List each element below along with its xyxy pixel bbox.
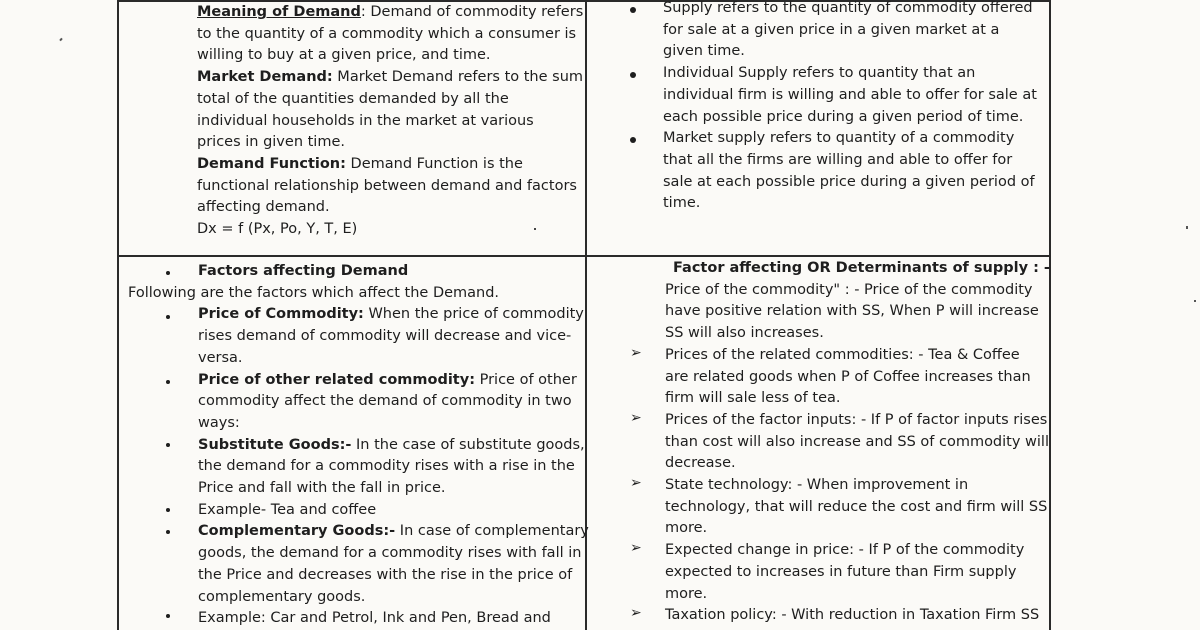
text-line: Market supply refers to quantity of a commodity [663, 130, 1015, 147]
text-line: the demand for a commodity rises with a rise in the [198, 458, 575, 475]
text-line [198, 370, 589, 392]
text-fragment: In case of complementary [395, 523, 589, 540]
text-fragment: When the price of commodity [363, 306, 584, 323]
table-border-right [1049, 0, 1051, 630]
arrowhead-bullet-icon: ➢ [630, 540, 642, 556]
text-line: ways: [198, 414, 240, 431]
text-line [197, 154, 583, 176]
text-line: Example: Car and Petrol, Ink and Pen, Bread and [198, 610, 551, 627]
meaning-of-demand-heading: Meaning of Demand [197, 4, 361, 20]
text-line: Prices of the factor inputs: - If P of factor inputs rises [665, 411, 1048, 428]
dot-bullet-icon [630, 72, 636, 78]
text-fragment: Price of other [475, 371, 577, 388]
demand-function-heading: Demand Function: [197, 155, 346, 172]
text-line: functional relationship between demand and factors [197, 177, 577, 194]
table-border-left [117, 0, 119, 630]
dot-bullet-icon [166, 530, 170, 534]
arrowhead-bullet-icon: ➢ [630, 345, 642, 361]
text-line: complementary goods. [198, 588, 366, 605]
arrowhead-bullet-icon: ➢ [630, 475, 642, 491]
dot-bullet-icon [166, 315, 170, 319]
cell-factors-affecting-demand [128, 261, 589, 630]
text-line: sale at each possible price during a given period of [663, 173, 1035, 190]
text-line [198, 435, 589, 457]
text-line: Individual Supply refers to quantity that an [663, 65, 976, 82]
text-line: decrease. [665, 455, 736, 472]
text-line: SS will also increases. [665, 325, 824, 342]
text-line: Supply refers to the quantity of commodity offered [663, 0, 1033, 16]
determinants-of-supply-heading: Factor affecting OR Determinants of supply : - [673, 260, 1050, 276]
text-line: firm will sale less of tea. [665, 390, 841, 407]
text-line [197, 67, 583, 89]
price-of-commodity-heading: Price of Commodity: [198, 306, 364, 323]
text-line: commodity affect the demand of commodity in two [198, 393, 572, 410]
arrowhead-bullet-icon: ➢ [630, 410, 642, 426]
text-line: State technology: - When improvement in [665, 477, 969, 494]
scan-speck [59, 38, 62, 42]
cell-supply-definitions [663, 0, 1037, 215]
text-line: goods, the demand for a commodity rises with fall in [198, 545, 582, 562]
dot-bullet-icon [166, 271, 170, 275]
text-line: willing to buy at a given price, and time. [197, 47, 491, 64]
text-line: Expected change in price: - If P of the commodity [665, 542, 1025, 559]
text-line: Price and fall with the fall in price. [198, 480, 446, 497]
demand-function-formula: Dx = f (Px, Po, Y, T, E) [197, 221, 358, 238]
text-line: that all the firms are willing and able to offer for [663, 151, 1013, 168]
scan-speck [1194, 300, 1196, 302]
text-line: total of the quantities demanded by all the [197, 90, 509, 107]
cell-demand-definitions [197, 2, 583, 241]
text-line: for sale at a given price in a given market at a [663, 21, 1000, 38]
price-of-other-related-commodity-heading: Price of other related commodity: [198, 371, 475, 388]
text-line: are related goods when P of Coffee increases than [665, 368, 1031, 385]
text-line: have positive relation with SS, When P will increase [665, 303, 1039, 320]
text-line: Price of the commodity" : - Price of the commodity [665, 281, 1033, 298]
text-line: Taxation policy: - With reduction in Taxation Firm SS [665, 607, 1040, 624]
table-row-divider [117, 255, 1051, 257]
dot-bullet-icon [630, 7, 636, 13]
text-line: prices in given time. [197, 134, 345, 151]
text-fragment: In the case of substitute goods, [351, 436, 585, 453]
dot-bullet-icon [166, 508, 170, 512]
text-line: the Price and decreases with the rise in the price of [198, 566, 573, 583]
substitute-goods-heading: Substitute Goods:- [198, 436, 352, 453]
text-line: Example- Tea and coffee [198, 501, 377, 518]
dot-bullet-icon [166, 443, 170, 447]
text-line: technology, that will reduce the cost and firm will SS [665, 498, 1048, 515]
market-demand-heading: Market Demand: [197, 69, 333, 86]
text-fragment: Market Demand refers to the sum [332, 69, 584, 86]
dot-bullet-icon [630, 137, 636, 143]
text-line: individual households in the market at various [197, 112, 534, 129]
text-line: given time. [663, 43, 745, 60]
text-line: to the quantity of a commodity which a consumer is [197, 25, 577, 42]
text-line: Prices of the related commodities: - Tea & Coffee [665, 346, 1020, 363]
dot-bullet-icon [166, 614, 170, 618]
text-line [198, 521, 589, 543]
cell-determinants-of-supply [665, 258, 1049, 627]
text-line: each possible price during a given period of time. [663, 108, 1024, 125]
text-line: time. [663, 195, 701, 212]
text-line: rises demand of commodity will decrease and vice- [198, 328, 572, 345]
complementary-goods-heading: Complementary Goods:- [198, 523, 396, 540]
text-fragment: : Demand of commodity refers [360, 4, 584, 20]
text-line: affecting demand. [197, 199, 330, 216]
dot-bullet-icon [166, 380, 170, 384]
text-line: individual firm is willing and able to offer for sale at [663, 86, 1037, 103]
text-line: expected to increases in future than Firm supply [665, 563, 1017, 580]
text-line: more. [665, 520, 708, 537]
arrowhead-bullet-icon: ➢ [630, 605, 642, 621]
text-line: versa. [198, 349, 243, 366]
text-line: more. [665, 585, 708, 602]
text-line [197, 2, 583, 24]
factors-affecting-demand-heading: Factors affecting Demand [198, 263, 409, 279]
text-fragment: Demand Function is the [345, 155, 523, 172]
text-line: Following are the factors which affect the Demand. [128, 284, 500, 301]
scan-speck [1186, 226, 1188, 229]
text-line [198, 304, 589, 326]
text-line: than cost will also increase and SS of commodity will [665, 433, 1049, 450]
